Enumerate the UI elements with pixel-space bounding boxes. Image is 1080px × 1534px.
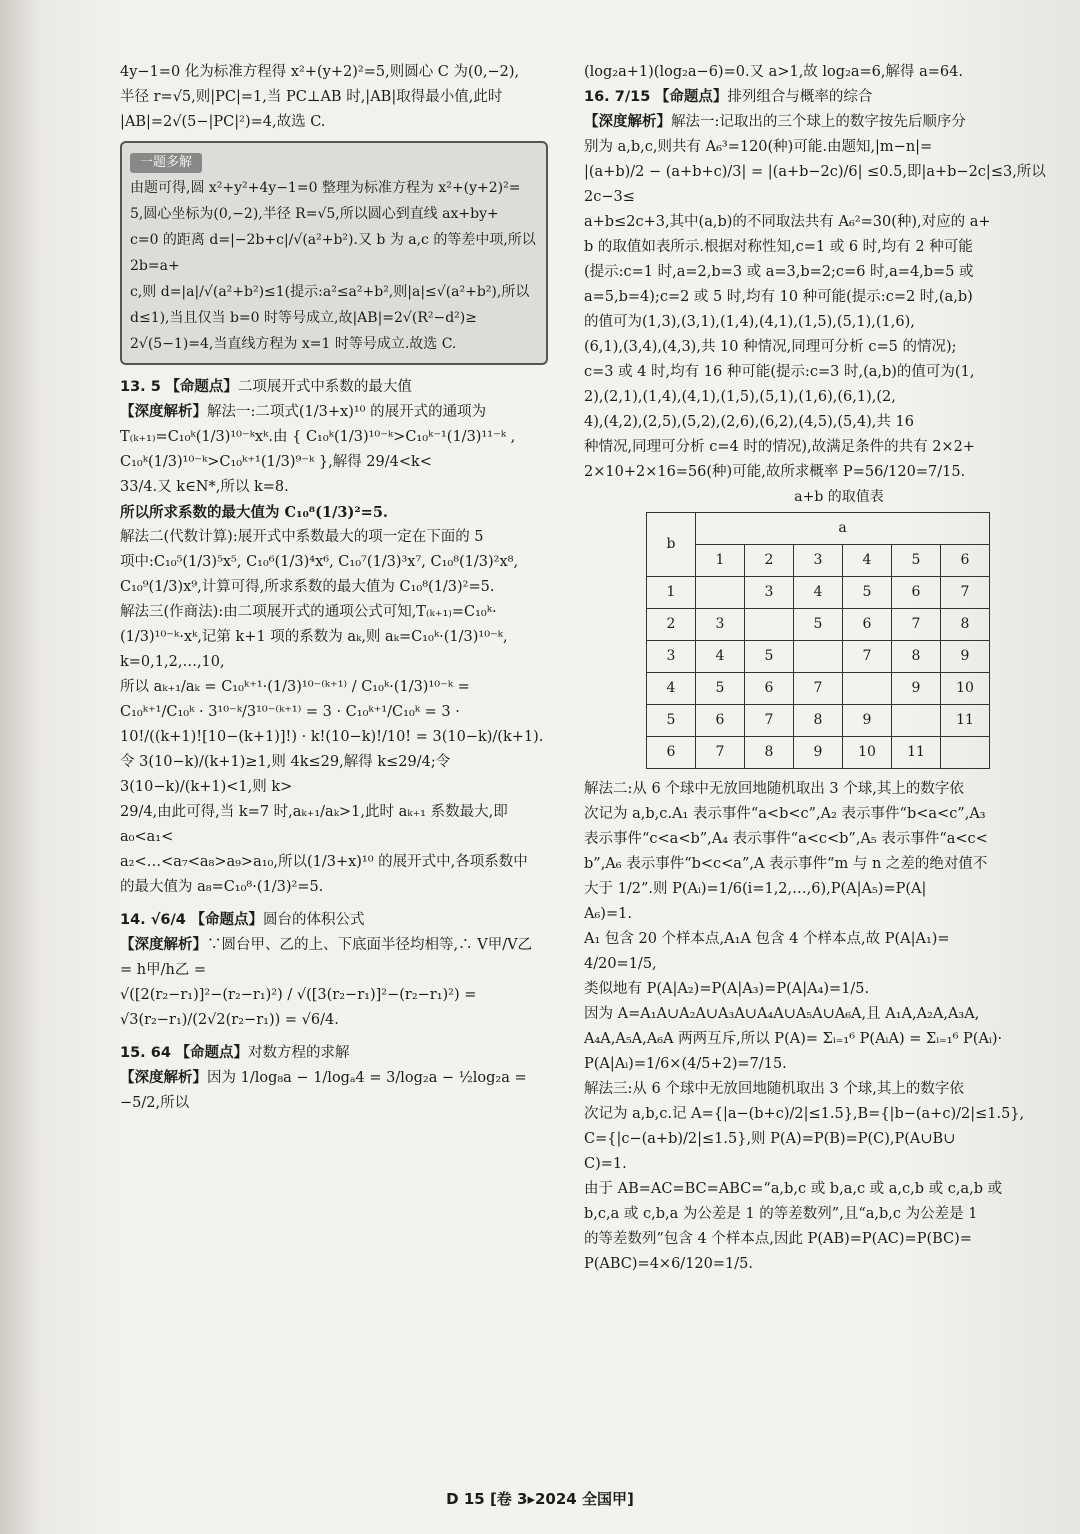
table-cell: 11 — [892, 737, 941, 769]
table-cell: 8 — [794, 705, 843, 737]
table-cell: 6 — [745, 673, 794, 705]
table-cell: 5 — [696, 673, 745, 705]
table-col-header: 2 — [745, 545, 794, 577]
q15-topic-tag: 【命题点】 — [175, 1045, 249, 1061]
q16-solution-2-line-11: A₄A,A₅A,A₆A 两两互斥,所以 P(A)= Σᵢ₌₁⁶ P(AᵢA) = Σᵢ₌₁⁶ P(Aᵢ)· — [584, 1031, 1003, 1047]
table-header-a: a — [696, 513, 990, 545]
q16-solution-1-line-14: 2×10+2×16=56(种)可能,故所求概率 P=56/120=7/15. — [584, 464, 966, 480]
q16-heading — [584, 85, 1054, 110]
q16-solution-1-line-8: 的值可为(1,3),(3,1),(1,4),(4,1),(1,5),(5,1),(1,6), — [584, 314, 915, 330]
q13-solution-3-line-2: (1/3)¹⁰⁻ᵏ·xᵏ,记第 k+1 项的系数为 aₖ,则 aₖ=C₁₀ᵏ·(1/3)¹⁰⁻ᵏ, — [120, 629, 508, 645]
q16-solution-3-line-2: 次记为 a,b,c.记 A={|a−(b+c)/2|≤1.5},B={|b−(a+c)/2|≤1.5}, — [584, 1106, 1025, 1122]
q13-analysis-tag: 【深度解析】 — [120, 404, 207, 420]
table-cell: 7 — [745, 705, 794, 737]
q16-solution-1-line-10: c=3 或 4 时,均有 16 种可能(提示:c=3 时,(a,b)的值可为(1, — [584, 364, 975, 380]
table-cell: 5 — [647, 705, 696, 737]
q15-solution-line-1 — [120, 1066, 548, 1116]
right-column — [584, 60, 1054, 1277]
q15-continuation: (log₂a+1)(log₂a−6)=0.又 a>1,故 log₂a=6,解得 a=64. — [584, 64, 963, 80]
table-cell: 4 — [647, 673, 696, 705]
table-cell: 5 — [794, 609, 843, 641]
q14-a1: ∵圆台甲、乙的上、下底面半径均相等,∴ V甲/V乙 = h甲/h乙 = — [120, 937, 533, 978]
table-cell: 10 — [941, 673, 990, 705]
table-cell — [892, 705, 941, 737]
table-cell: 1 — [647, 577, 696, 609]
table-cell — [696, 577, 745, 609]
q16-solution-1-line-1 — [584, 110, 1054, 135]
table-corner-b: b — [647, 513, 696, 577]
table-row — [647, 673, 990, 705]
table-col-header: 4 — [843, 545, 892, 577]
q16-solution-1-line-13: 种情况,同理可分析 c=4 时的情况),故满足条件的共有 2×2+ — [584, 439, 975, 455]
q14-topic: 圆台的体积公式 — [263, 912, 365, 928]
q16-solution-1-line-7: a=5,b=4);c=2 或 5 时,均有 10 种可能(提示:c=2 时,(a,b) — [584, 289, 973, 305]
box-line-5: d≤1),当且仅当 b=0 时等号成立,故|AB|=2√(R²−d²)≥ — [130, 310, 477, 326]
table-cell: 3 — [647, 641, 696, 673]
table-cell — [843, 673, 892, 705]
table-cell: 9 — [794, 737, 843, 769]
multi-solution-title: 一题多解 — [130, 153, 202, 173]
table-col-header: 1 — [696, 545, 745, 577]
table-cell: 7 — [794, 673, 843, 705]
table-row — [647, 737, 990, 769]
q14-analysis-tag: 【深度解析】 — [120, 937, 207, 953]
q13-topic: 二项展开式中系数的最大值 — [237, 379, 412, 395]
q14-topic-tag: 【命题点】 — [190, 912, 263, 928]
q13-solution-3-line-7: 29/4,由此可得,当 k=7 时,aₖ₊₁/aₖ>1,此时 aₖ₊₁ 系数最大,即 a₀<a₁< — [120, 804, 508, 845]
q13-solution-3-line-9: 的最大值为 a₈=C₁₀⁸·(1/3)²=5. — [120, 879, 324, 895]
table-cell: 8 — [892, 641, 941, 673]
table-row — [647, 577, 990, 609]
q16-solution-2-line-7: A₁ 包含 20 个样本点,A₁A 包含 4 个样本点,故 P(A|A₁)= — [584, 931, 950, 947]
q12-continuation-line-2: 半径 r=√5,则|PC|=1,当 PC⊥AB 时,|AB|取得最小值,此时 — [120, 89, 503, 105]
table-cell: 11 — [941, 705, 990, 737]
table-cell: 3 — [745, 577, 794, 609]
q16-solution-1-line-3: |(a+b)/2 − (a+b+c)/3| = |(a+b−2c)/6| ≤0.5,即|a+b−2c|≤3,所以 2c−3≤ — [584, 164, 1046, 205]
q16-solution-1-line-11: 2),(2,1),(1,4),(4,1),(1,5),(5,1),(1,6),(6,1),(2, — [584, 389, 896, 405]
q16-solution-2-line-5: 大于 1/2”.则 P(Aᵢ)=1/6(i=1,2,…,6),P(A|A₅)=P(A| — [584, 881, 927, 897]
q16-solution-2-line-6: A₆)=1. — [584, 906, 632, 922]
table-cell: 4 — [696, 641, 745, 673]
q15-heading — [120, 1041, 548, 1066]
table-col-header: 5 — [892, 545, 941, 577]
left-column — [120, 60, 548, 1116]
table-cell — [745, 609, 794, 641]
table-cell: 7 — [843, 641, 892, 673]
q13-solution-2-line-3: C₁₀⁹(1/3)x⁹,计算可得,所求系数的最大值为 C₁₀⁸(1/3)²=5. — [120, 579, 495, 595]
table-cell: 5 — [745, 641, 794, 673]
q14-solution-line-2: √([2(r₂−r₁)]²−(r₂−r₁)²) / √([3(r₂−r₁)]²−(r₂−r₁)²) = √3(r₂−r₁)/(2√2(r₂−r₁)) = √6/4. — [120, 987, 477, 1028]
table-cell: 4 — [794, 577, 843, 609]
q16-solution-1-line-4: a+b≤2c+3,其中(a,b)的不同取法共有 A₆²=30(种),对应的 a+ — [584, 214, 991, 230]
multi-solution-box — [120, 141, 548, 365]
table-cell: 3 — [696, 609, 745, 641]
box-line-6: 2√(5−1)=4,当直线方程为 x=1 时等号成立.故选 C. — [130, 336, 457, 352]
table-cell — [794, 641, 843, 673]
table-col-header: 3 — [794, 545, 843, 577]
q12-continuation-line-3: |AB|=2√(5−|PC|²)=4,故选 C. — [120, 114, 326, 130]
q12-continuation-line-1: 4y−1=0 化为标准方程得 x²+(y+2)²=5,则圆心 C 为(0,−2), — [120, 64, 520, 80]
q13-a1: 解法一:二项式(1/3+x)¹⁰ 的展开式的通项为 — [207, 404, 487, 420]
table-caption: a+b 的取值表 — [794, 489, 884, 505]
q16-solution-1-line-12: 4),(4,2),(2,5),(5,2),(2,6),(6,2),(4,5),(5,4),共 16 — [584, 414, 914, 430]
table-col-header: 6 — [941, 545, 990, 577]
q13-solution-1-line-4: 所以所求系数的最大值为 C₁₀⁸(1/3)²=5. — [120, 504, 388, 521]
q14-solution-line-1 — [120, 933, 548, 983]
table-cell: 7 — [892, 609, 941, 641]
box-line-3: c=0 的距离 d=|−2b+c|/√(a²+b²).又 b 为 a,c 的等差中项,所以 2b=a+ — [130, 232, 536, 274]
table-cell: 9 — [941, 641, 990, 673]
table-row — [647, 609, 990, 641]
q15-number: 15. 64 — [120, 1045, 171, 1061]
table-row — [647, 705, 990, 737]
table-cell: 6 — [647, 737, 696, 769]
box-line-4: c,则 d=|a|/√(a²+b²)≤1(提示:a²≤a²+b²,则|a|≤√(a²+b²),所以 — [130, 284, 530, 300]
q16-solution-1-line-9: (6,1),(3,4),(4,3),共 10 种情况,同理可分析 c=5 的情况); — [584, 339, 957, 355]
a-plus-b-table — [646, 512, 990, 769]
table-cell: 8 — [745, 737, 794, 769]
q14-number: 14. √6/4 — [120, 912, 186, 928]
table-cell: 9 — [843, 705, 892, 737]
q13-solution-3-line-5: 10!/((k+1)![10−(k+1)]!) · k!(10−k)!/10! = 3(10−k)/(k+1). — [120, 729, 544, 745]
q16-solution-3-line-5: 由于 AB=AC=BC=ABC=“a,b,c 或 b,a,c 或 a,c,b 或 c,a,b 或 — [584, 1181, 1003, 1197]
q16-solution-3-line-7: 的等差数列”包含 4 个样本点,因此 P(AB)=P(AC)=P(BC)= — [584, 1231, 972, 1247]
q15-topic: 对数方程的求解 — [248, 1045, 350, 1061]
table-cell: 10 — [843, 737, 892, 769]
table-cell: 6 — [843, 609, 892, 641]
q16-analysis-tag: 【深度解析】 — [584, 114, 671, 130]
q13-number: 13. 5 — [120, 379, 161, 395]
q16-solution-1-line-6: (提示:c=1 时,a=2,b=3 或 a=3,b=2;c=6 时,a=4,b=5 或 — [584, 264, 974, 280]
q16-solution-3-line-1: 解法三:从 6 个球中无放回地随机取出 3 个球,其上的数字依 — [584, 1081, 964, 1097]
q13-solution-2-line-2: 项中:C₁₀⁵(1/3)⁵x⁵, C₁₀⁶(1/3)⁴x⁶, C₁₀⁷(1/3)³x⁷, C₁₀⁸(1/3)²x⁸, — [120, 554, 519, 570]
q16-solution-3-line-4: C)=1. — [584, 1156, 627, 1172]
page-footer: D 15 [卷 3▸2024 全国甲] — [446, 1490, 634, 1508]
q16-solution-2-line-8: 4/20=1/5, — [584, 956, 657, 972]
q16-topic-tag: 【命题点】 — [654, 89, 728, 105]
q13-solution-1-line-1 — [120, 400, 548, 425]
q16-solution-2-line-9: 类似地有 P(A|A₂)=P(A|A₃)=P(A|A₄)=1/5. — [584, 981, 870, 997]
q13-solution-2-line-1: 解法二(代数计算):展开式中系数最大的项一定在下面的 5 — [120, 529, 484, 545]
q13-solution-1-line-2: T₍ₖ₊₁₎=C₁₀ᵏ(1/3)¹⁰⁻ᵏxᵏ.由 { C₁₀ᵏ(1/3)¹⁰⁻ᵏ>C₁₀ᵏ⁻¹(1/3)¹¹⁻ᵏ , C₁₀ᵏ(1/3)¹⁰⁻ᵏ>C₁₀ᵏ⁺¹(1/3)⁹⁻ᵏ },解得 29/4<k< — [120, 429, 516, 470]
box-line-2: 5,圆心坐标为(0,−2),半径 R=√5,所以圆心到直线 ax+by+ — [130, 206, 499, 222]
q16-solution-3-line-8: P(ABC)=4×6/120=1/5. — [584, 1256, 753, 1272]
q16-number: 16. 7/15 — [584, 89, 651, 105]
q16-solution-1-line-5: b 的取值如表所示.根据对称性知,c=1 或 6 时,均有 2 种可能 — [584, 239, 973, 255]
table-cell: 7 — [941, 577, 990, 609]
table-cell: 5 — [843, 577, 892, 609]
q16-solution-2-line-10: 因为 A=A₁A∪A₂A∪A₃A∪A₄A∪A₅A∪A₆A,且 A₁A,A₂A,A₃A, — [584, 1006, 980, 1022]
q13-solution-3-line-3: k=0,1,2,…,10, — [120, 654, 225, 670]
table-cell: 7 — [696, 737, 745, 769]
q16-solution-2-line-2: 次记为 a,b,c.A₁ 表示事件“a<b<c”,A₂ 表示事件“b<a<c”,A₃ — [584, 806, 986, 822]
q13-solution-3-line-1: 解法三(作商法):由二项展开式的通项公式可知,T₍ₖ₊₁₎=C₁₀ᵏ· — [120, 604, 497, 620]
q13-solution-3-line-6: 令 3(10−k)/(k+1)≥1,则 4k≤29,解得 k≤29/4;令 3(10−k)/(k+1)<1,则 k> — [120, 754, 451, 795]
q16-solution-2-line-3: 表示事件“c<a<b”,A₄ 表示事件“a<c<b”,A₅ 表示事件“a<c< — [584, 831, 988, 847]
q16-solution-2-line-4: b”,A₆ 表示事件“b<c<a”,A 表示事件“m 与 n 之差的绝对值不 — [584, 856, 988, 872]
q16-solution-2-line-12: P(A|Aᵢ)=1/6×(4/5+2)=7/15. — [584, 1056, 787, 1072]
q16-solution-3-line-6: b,c,a 或 c,b,a 为公差是 1 的等差数列”,且“a,b,c 为公差是 1 — [584, 1206, 978, 1222]
table-col-header-row — [647, 545, 990, 577]
q13-solution-3-line-4: 所以 aₖ₊₁/aₖ = C₁₀ᵏ⁺¹·(1/3)¹⁰⁻⁽ᵏ⁺¹⁾ / C₁₀ᵏ·(1/3)¹⁰⁻ᵏ = C₁₀ᵏ⁺¹/C₁₀ᵏ · 3¹⁰⁻ᵏ/3¹⁰⁻⁽ᵏ⁺¹⁾ = 3 · C₁₀ᵏ⁺¹/C₁₀ᵏ = 3 · — [120, 679, 470, 720]
q16-a1: 解法一:记取出的三个球上的数字按先后顺序分 — [671, 114, 966, 130]
q16-solution-3-line-3: C={|c−(a+b)/2|≤1.5},则 P(A)=P(B)=P(C),P(A∪B∪ — [584, 1131, 956, 1147]
box-line-1: 由题可得,圆 x²+y²+4y−1=0 整理为标准方程为 x²+(y+2)²= — [130, 180, 521, 196]
q13-topic-tag: 【命题点】 — [165, 379, 238, 395]
q15-analysis-tag: 【深度解析】 — [120, 1070, 207, 1086]
q16-solution-2-line-1: 解法二:从 6 个球中无放回地随机取出 3 个球,其上的数字依 — [584, 781, 964, 797]
table-cell: 2 — [647, 609, 696, 641]
table-row — [647, 641, 990, 673]
q13-solution-3-line-8: a₂<…<a₇<a₈>a₉>a₁₀,所以(1/3+x)¹⁰ 的展开式中,各项系数中 — [120, 854, 528, 870]
table-cell: 6 — [696, 705, 745, 737]
table-cell: 8 — [941, 609, 990, 641]
q16-topic: 排列组合与概率的综合 — [727, 89, 873, 105]
table-cell: 9 — [892, 673, 941, 705]
q13-heading — [120, 375, 548, 400]
table-cell: 6 — [892, 577, 941, 609]
q16-solution-1-line-2: 别为 a,b,c,则共有 A₆³=120(种)可能.由题知,|m−n|= — [584, 139, 933, 155]
q14-heading — [120, 908, 548, 933]
q15-a1: 因为 1/log₈a − 1/logₐ4 = 3/log₂a − ½log₂a = −5/2,所以 — [120, 1070, 527, 1111]
table-cell — [941, 737, 990, 769]
q13-solution-1-line-3: 33/4.又 k∈N*,所以 k=8. — [120, 479, 289, 495]
